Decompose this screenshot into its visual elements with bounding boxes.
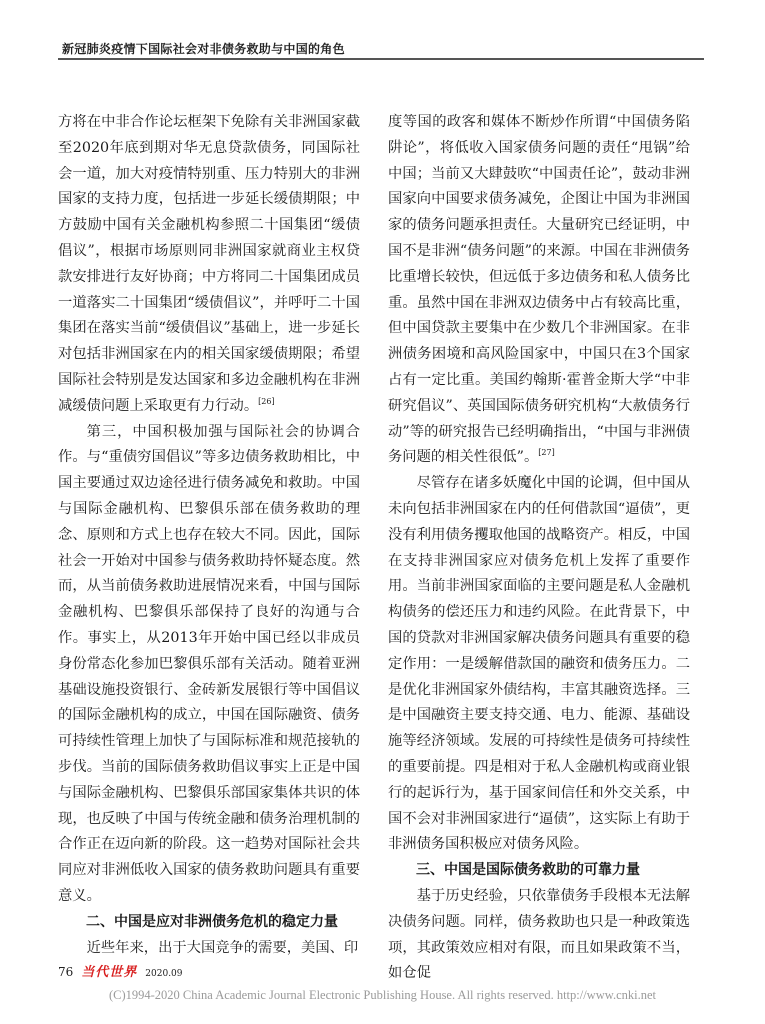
paragraph: 尽管存在诸多妖魔化中国的论调，但中国从未向包括非洲国家在内的任何借款国“逼债”，更没有利用债务攫取他国的战略资产。相反，中国在支持非洲国家应对债务危机上发挥了重要作用。当前非洲国家面临的主要问题是私人金融机构债务的偿还压力和违约风险。在此背景下，中国的贷款对非洲国家解决债务问题具有重要的稳定作用：一是缓解借款国的融资和债务压力。二是优化非洲国家外债结构，丰富其融资选择。三是中国融资主要支持交通、电力、能源、基础设施等经济领域。发展的可持续性是债务可持续性的重要前提。四是相对于私人金融机构或商业银行的起诉行为，基于国家间信任和外交关系，中国不会对非洲国家进行“逼债”，这实际上有助于非洲债务国积极应对债务风险。 [388,475,690,853]
paragraph: 度等国的政客和媒体不断炒作所谓“中国债务陷阱论”，将低收入国家债务问题的责任“甩锅”给中国；当前又大肆鼓吹“中国责任论”，鼓动非洲国家向中国要求债务减免，企图让中国为非洲国家的债务问题承担责任。大量研究已经证明，中国不是非洲“债务问题”的来源。中国在非洲债务比重增长较快，但远低于多边债务和私人债务比重。虽然中国在非洲双边债务中占有较高比重，但中国贷款主要集中在少数几个非洲国家。在非洲债务困境和高风险国家中，中国只在3个国家占有一定比重。美国约翰斯·霍普金斯大学“中非研究倡议”、英国国际债务研究机构“大赦债务行动”等的研究报告已经明确指出，“中国与非洲债务问题的相关性很低”。[27] [388,114,690,466]
left-column [58,110,360,961]
citation-ref: [26] [258,396,275,406]
section-heading: 三、中国是国际债务救助的可靠力量 [416,862,640,879]
header-rule [58,58,704,60]
section-heading: 二、中国是应对非洲债务危机的稳定力量 [86,913,338,930]
issue-number: 2020.09 [145,969,183,979]
citation-ref: [27] [538,448,555,458]
running-head-title: 新冠肺炎疫情下国际社会对非债务救助与中国的角色 [62,42,345,56]
journal-logo: 当代世界 [81,965,138,980]
paragraph: 第三，中国积极加强与国际社会的协调合作。与“重债穷国倡议”等多边债务救助相比，中国主要通过双边途径进行债务减免和救助。中国与国际金融机构、巴黎俱乐部在债务救助的理念、原则和方式上也存在较大不同。因此，国际社会一开始对中国参与债务救助持怀疑态度。然而，从当前债务救助进展情况来看，中国与国际金融机构、巴黎俱乐部保持了良好的沟通与合作。事实上，从2013年开始中国已经以非成员身份常态化参加巴黎俱乐部有关活动。随着亚洲基础设施投资银行、金砖新发展银行等中国倡议的国际金融机构的成立，中国在国际融资、债务可持续性管理上加快了与国际标准和规范接轨的步伐。当前的国际债务救助倡议事实上正是中国与国际金融机构、巴黎俱乐部国家集体共识的体现，也反映了中国与传统金融和债务治理机制的合作正在迈向新的阶段。这一趋势对国际社会共同应对非洲低收入国家的债务救助问题具有重要意义。 [58,423,360,904]
paragraph: 近些年来，出于大国竞争的需要，美国、印 [86,939,359,956]
page-footer [58,961,183,980]
paragraph: 方将在中非合作论坛框架下免除有关非洲国家截至2020年底到期对华无息贷款债务，同国际社会一道，加大对疫情特别重、压力特别大的非洲国家的支持力度，包括进一步延长缓债期限；中方鼓励中国有关金融机构参照二十国集团“缓债倡议”，根据市场原则同非洲国家就商业主权贷款安排进行友好协商；中方将同二十国集团成员一道落实二十国集团“缓债倡议”，并呼吁二十国集团在落实当前“缓债倡议”基础上，进一步延长对包括非洲国家在内的相关国家缓债期限；希望国际社会特别是发达国家和多边金融机构在非洲减缓债问题上采取更有力行动。[26] [58,114,360,414]
right-column [388,110,690,987]
page-number: 76 [58,965,74,979]
paragraph: 基于历史经验，只依靠债务手段根本无法解决债务问题。同样，债务救助也只是一种政策选项，其政策效应相对有限，而且如果政策不当，如仓促 [388,887,690,982]
copyright-notice: (C)1994-2020 China Academic Journal Electronic Publishing House. All rights reserved. http://www.cnki.net [108,988,656,1002]
